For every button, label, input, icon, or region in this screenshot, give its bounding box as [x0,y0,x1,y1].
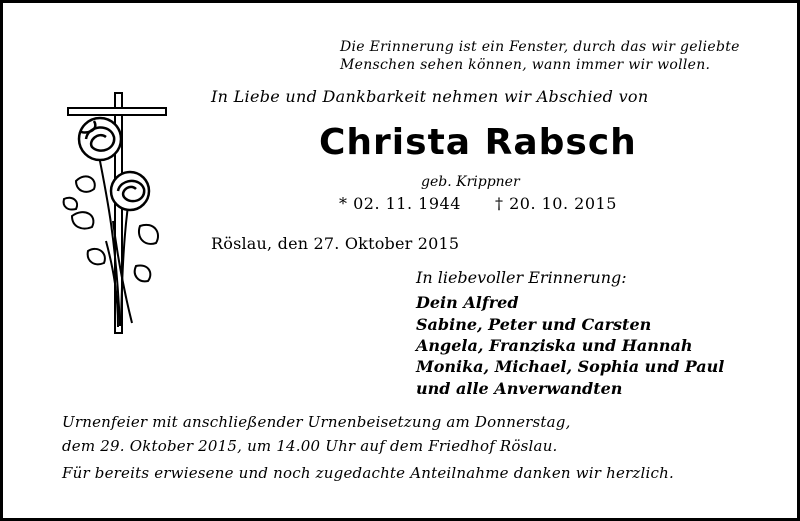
cross-with-roses-icon [58,91,168,336]
mourner-line: Monika, Michael, Sophia und Paul [416,357,725,376]
quote-line-1: Die Erinnerung ist ein Fenster, durch das wir geliebte [340,39,740,55]
mourner-line: und alle Anverwandten [416,379,623,398]
quote-line-2: Menschen sehen können, wann immer wir wollen. [340,57,711,73]
maiden-name: geb. Krippner [421,174,520,190]
thanks-line: Für bereits erwiesene und noch zugedachte Anteilnahme danken wir herzlich. [62,464,674,482]
place-and-date: Röslau, den 27. Oktober 2015 [211,234,460,253]
rose-icon [79,118,121,160]
farewell-intro: In Liebe und Dankbarkeit nehmen wir Abschied von [211,87,649,106]
deceased-name: Christa Rabsch [319,122,637,163]
mourner-line: Angela, Franziska und Hannah [416,336,693,355]
rose-icon [111,172,149,210]
mourner-line: Dein Alfred [416,293,519,312]
mourner-line: Sabine, Peter und Carsten [416,315,652,334]
death-date: † 20. 10. 2015 [495,194,617,213]
birth-date: * 02. 11. 1944 [339,194,461,213]
funeral-info-line-2: dem 29. Oktober 2015, um 14.00 Uhr auf dem Friedhof Röslau. [62,437,558,455]
memory-intro: In liebevoller Erinnerung: [416,268,627,287]
funeral-info-line-1: Urnenfeier mit anschließender Urnenbeisetzung am Donnerstag, [62,413,571,431]
